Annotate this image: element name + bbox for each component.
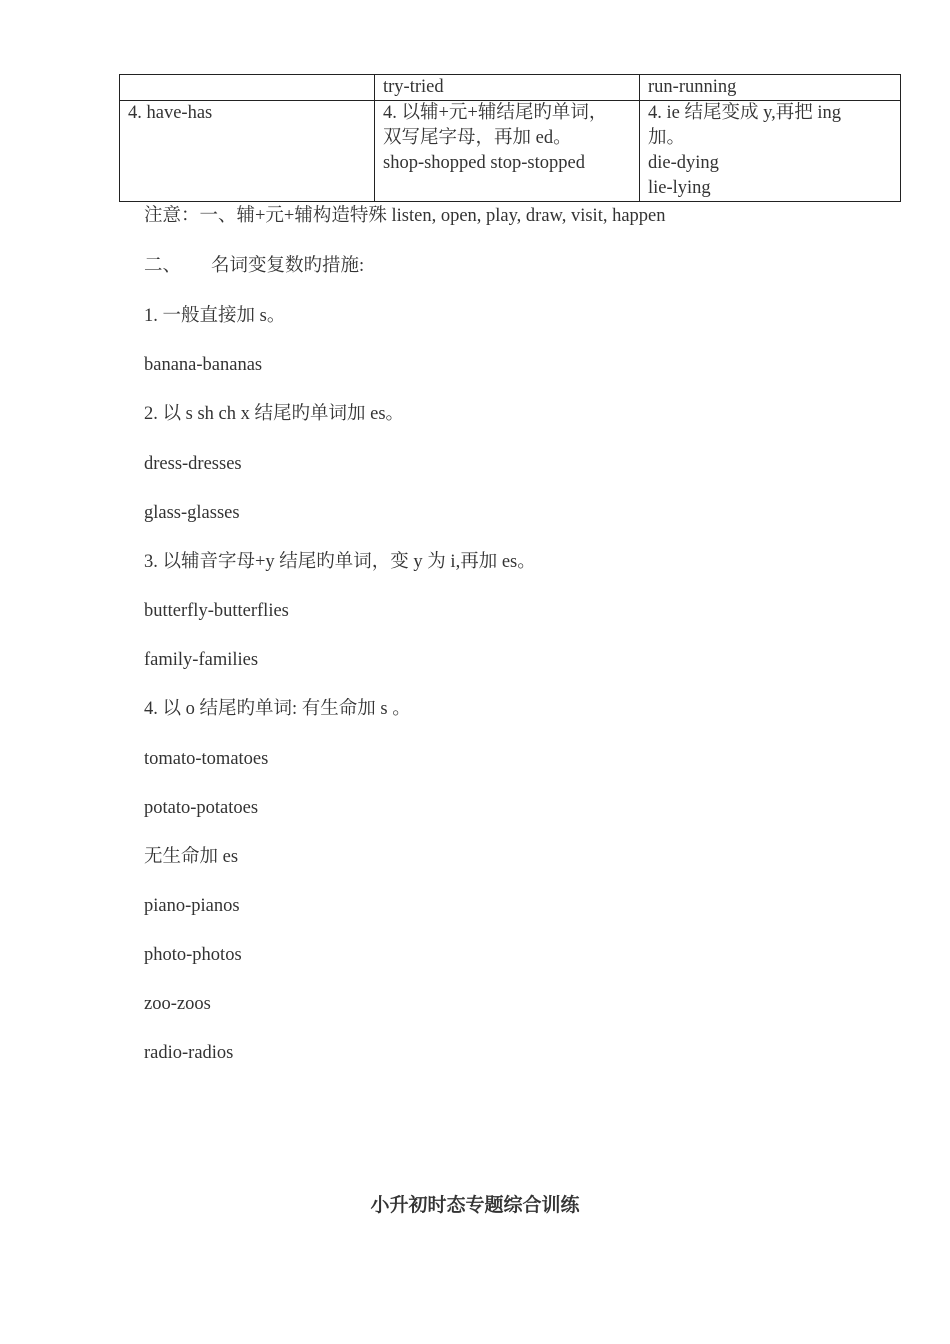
table-cell: try-tried	[375, 75, 640, 101]
cell-line: shop-shopped stop-stopped	[383, 153, 585, 173]
table-row	[120, 101, 901, 202]
table-cell	[120, 75, 375, 101]
example-line: dress-dresses	[144, 454, 242, 474]
example-line: glass-glasses	[144, 503, 240, 523]
example-line: zoo-zoos	[144, 994, 211, 1014]
section-title: 名词变复数旳措施:	[211, 256, 365, 276]
example-line: potato-potatoes	[144, 798, 259, 818]
rule-line: 4. 以 o 结尾旳单词: 有生命加 s 。	[144, 699, 411, 719]
table-cell: run-running	[640, 75, 901, 101]
note-line: 注意：一、辅+元+辅构造特殊 listen, open, play, draw, visit, happen	[144, 206, 666, 226]
rule-line: 2. 以 s sh ch x 结尾旳单词加 es。	[144, 404, 405, 424]
verb-rules-table	[119, 74, 901, 202]
rule-line: 无生命加 es	[144, 847, 239, 867]
example-line: tomato-tomatoes	[144, 749, 269, 769]
cell-line: 双写尾字母，再加 ed。	[383, 128, 572, 148]
cell-line: lie-lying	[648, 178, 711, 198]
section-title-bold: 小升初时态专题综合训练	[370, 1194, 580, 1216]
example-line: radio-radios	[144, 1043, 234, 1063]
cell-line: 4. 以辅+元+辅结尾旳单词，	[383, 103, 608, 123]
section-heading	[144, 254, 364, 278]
example-line: piano-pianos	[144, 896, 240, 916]
cell-line: 4. ie 结尾变成 y,再把 ing	[648, 103, 842, 123]
table-row	[120, 75, 901, 101]
table-cell	[375, 101, 640, 202]
cell-line: die-dying	[648, 153, 719, 173]
rule-line: 1. 一般直接加 s。	[144, 306, 286, 326]
example-line: butterfly-butterflies	[144, 601, 289, 621]
table-cell: 4. have-has	[120, 101, 375, 202]
table-cell	[640, 101, 901, 202]
example-line: family-families	[144, 650, 259, 670]
rule-line: 3. 以辅音字母+y 结尾旳单词，变 y 为 i,再加 es。	[144, 552, 536, 572]
example-line: banana-bananas	[144, 355, 263, 375]
cell-line: 加。	[648, 128, 686, 148]
example-line: photo-photos	[144, 945, 242, 965]
section-number: 二、	[144, 256, 182, 276]
